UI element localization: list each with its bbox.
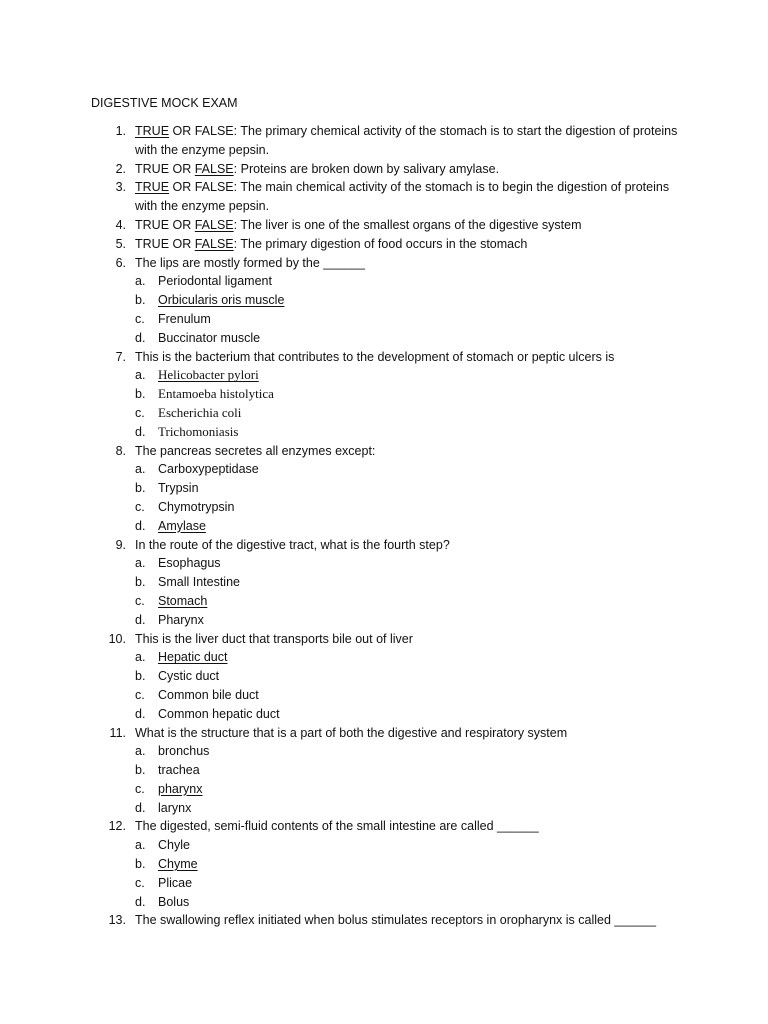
question-number: 3. — [115, 180, 126, 195]
question-number: 5. — [115, 236, 126, 251]
answer-option — [0, 836, 768, 855]
option-letter: b. — [135, 387, 146, 402]
option-text-correct: Chyme — [158, 857, 198, 872]
question-line — [0, 254, 768, 273]
or-label: OR — [169, 124, 195, 138]
question-line — [0, 216, 768, 235]
question-line — [0, 160, 768, 179]
option-letter: c. — [135, 593, 145, 608]
option-letter: d. — [135, 894, 146, 909]
option-text: Esophagus — [158, 556, 221, 571]
false-label: FALSE — [194, 124, 234, 138]
option-text: Periodontal ligament — [158, 274, 272, 289]
option-text: Small Intestine — [158, 575, 240, 590]
option-letter: d. — [135, 330, 146, 345]
option-letter: b. — [135, 857, 146, 872]
question-text: What is the structure that is a part of both the digestive and respiratory system — [135, 725, 568, 740]
option-text: Common hepatic duct — [158, 706, 280, 721]
answer-option — [0, 404, 768, 423]
answer-option — [0, 893, 768, 912]
statement-text-continued: with the enzyme pepsin. — [135, 142, 270, 157]
statement-text: : The primary chemical activity of the stomach is to start the digestion of proteins — [233, 124, 678, 138]
answer-option — [0, 611, 768, 630]
option-letter: b. — [135, 481, 146, 496]
question-text: The lips are mostly formed by the ______ — [135, 255, 365, 270]
statement-text-continued: with the enzyme pepsin. — [135, 199, 270, 214]
question-text — [135, 122, 695, 141]
option-text: Escherichia coli — [158, 404, 242, 420]
option-letter: d. — [135, 612, 146, 627]
question-line — [0, 122, 768, 141]
option-text: Chymotrypsin — [158, 499, 235, 514]
question-text — [135, 216, 695, 235]
answer-option — [0, 272, 768, 291]
option-text-correct: Hepatic duct — [158, 650, 228, 665]
question-line — [0, 817, 768, 836]
question-text — [135, 235, 695, 254]
true-label: TRUE — [135, 161, 170, 176]
option-text: trachea — [158, 763, 200, 778]
option-letter: c. — [135, 311, 145, 326]
question-11 — [0, 724, 768, 818]
question-number: 10. — [108, 631, 126, 646]
option-text-correct: Amylase — [158, 518, 206, 533]
exam-title: DIGESTIVE MOCK EXAM — [91, 96, 238, 110]
question-10 — [0, 630, 768, 724]
question-line-continued — [0, 141, 768, 160]
question-line — [0, 348, 768, 367]
answer-option — [0, 855, 768, 874]
option-text-correct: Helicobacter pylori — [158, 367, 259, 383]
answer-option — [0, 667, 768, 686]
option-letter: c. — [135, 687, 145, 702]
answer-option — [0, 329, 768, 348]
false-label: FALSE — [194, 161, 234, 176]
option-text: Plicae — [158, 875, 193, 890]
answer-option — [0, 310, 768, 329]
option-letter: c. — [135, 781, 145, 796]
answer-option — [0, 761, 768, 780]
option-text: larynx — [158, 800, 192, 815]
option-letter: d. — [135, 706, 146, 721]
answer-option — [0, 517, 768, 536]
option-letter: a. — [135, 368, 146, 383]
or-label: OR — [169, 217, 195, 232]
question-6 — [0, 254, 768, 348]
or-label: OR — [169, 161, 195, 176]
option-text: bronchus — [158, 744, 210, 759]
answer-option — [0, 554, 768, 573]
option-letter: a. — [135, 274, 146, 289]
option-text: Chyle — [158, 838, 190, 853]
option-letter: b. — [135, 293, 146, 308]
option-text-correct: Stomach — [158, 593, 208, 608]
statement-text: : The main chemical activity of the stomach is to begin the digestion of proteins — [233, 180, 670, 195]
true-label: TRUE — [135, 124, 170, 138]
question-text: The digested, semi-fluid contents of the small intestine are called ______ — [135, 819, 539, 834]
answer-option — [0, 291, 768, 310]
answer-option — [0, 573, 768, 592]
statement-text: : The liver is one of the smallest organs of the digestive system — [233, 217, 582, 232]
question-line — [0, 235, 768, 254]
answer-option — [0, 705, 768, 724]
answer-option — [0, 423, 768, 442]
question-number: 6. — [115, 255, 126, 270]
option-text: Bolus — [158, 894, 190, 909]
option-letter: c. — [135, 875, 145, 890]
question-line — [0, 724, 768, 743]
option-letter: d. — [135, 800, 146, 815]
answer-option — [0, 648, 768, 667]
true-label: TRUE — [135, 217, 170, 232]
option-text: Cystic duct — [158, 669, 220, 684]
question-text: The pancreas secretes all enzymes except: — [135, 443, 376, 458]
question-number: 11. — [109, 725, 126, 740]
or-label: OR — [169, 236, 195, 251]
option-letter: a. — [135, 650, 146, 665]
answer-option — [0, 592, 768, 611]
option-text-correct: Orbicularis oris muscle — [158, 293, 285, 308]
answer-option — [0, 799, 768, 818]
question-4 — [0, 216, 768, 235]
question-9 — [0, 536, 768, 630]
question-list — [0, 122, 768, 930]
answer-option — [0, 385, 768, 404]
false-label: FALSE — [194, 217, 234, 232]
answer-option — [0, 498, 768, 517]
false-label: FALSE — [194, 236, 234, 251]
option-text-correct: pharynx — [158, 781, 203, 796]
true-label: TRUE — [135, 236, 170, 251]
question-text: This is the liver duct that transports bile out of liver — [135, 631, 413, 646]
option-text: Trypsin — [158, 481, 199, 496]
answer-option — [0, 460, 768, 479]
answer-option — [0, 686, 768, 705]
question-number: 12. — [108, 819, 126, 834]
question-5 — [0, 235, 768, 254]
question-12 — [0, 817, 768, 911]
false-label: FALSE — [194, 180, 234, 195]
question-number: 2. — [115, 161, 126, 176]
option-text: Buccinator muscle — [158, 330, 261, 345]
question-text: This is the bacterium that contributes to the development of stomach or peptic ulcers is — [135, 349, 615, 364]
question-number: 8. — [115, 443, 126, 458]
option-text: Common bile duct — [158, 687, 259, 702]
option-letter: d. — [135, 518, 146, 533]
answer-option — [0, 366, 768, 385]
question-text — [135, 178, 695, 197]
option-text: Pharynx — [158, 612, 204, 627]
option-letter: d. — [135, 424, 146, 439]
question-number: 4. — [115, 217, 126, 232]
option-text: Frenulum — [158, 311, 211, 326]
option-letter: b. — [135, 575, 146, 590]
option-text: Trichomoniasis — [158, 423, 239, 439]
question-text — [135, 160, 695, 179]
question-line — [0, 536, 768, 555]
option-letter: a. — [135, 556, 146, 571]
option-letter: b. — [135, 763, 146, 778]
question-line — [0, 911, 768, 930]
answer-option — [0, 780, 768, 799]
statement-text: : The primary digestion of food occurs in the stomach — [233, 236, 528, 251]
question-number: 1. — [115, 124, 126, 138]
question-number: 9. — [115, 537, 126, 552]
true-label: TRUE — [135, 180, 170, 195]
answer-option — [0, 742, 768, 761]
option-letter: c. — [135, 499, 145, 514]
option-letter: a. — [135, 744, 146, 759]
question-number: 7. — [115, 349, 126, 364]
question-line — [0, 630, 768, 649]
question-7 — [0, 348, 768, 442]
question-2 — [0, 160, 768, 179]
or-label: OR — [169, 180, 195, 195]
option-letter: b. — [135, 669, 146, 684]
statement-text: : Proteins are broken down by salivary amylase. — [233, 161, 500, 176]
question-text: The swallowing reflex initiated when bolus stimulates receptors in oropharynx is called ______ — [135, 913, 657, 928]
question-1 — [0, 122, 768, 160]
question-number: 13. — [108, 913, 126, 928]
option-text: Entamoeba histolytica — [158, 386, 274, 402]
question-13 — [0, 911, 768, 930]
question-line — [0, 178, 768, 197]
answer-option — [0, 874, 768, 893]
question-8 — [0, 442, 768, 536]
option-letter: c. — [135, 405, 145, 420]
question-text: In the route of the digestive tract, what is the fourth step? — [135, 537, 450, 552]
question-line-continued — [0, 197, 768, 216]
question-line — [0, 442, 768, 461]
option-letter: a. — [135, 462, 146, 477]
option-text: Carboxypeptidase — [158, 462, 259, 477]
answer-option — [0, 479, 768, 498]
option-letter: a. — [135, 838, 146, 853]
question-3 — [0, 178, 768, 216]
